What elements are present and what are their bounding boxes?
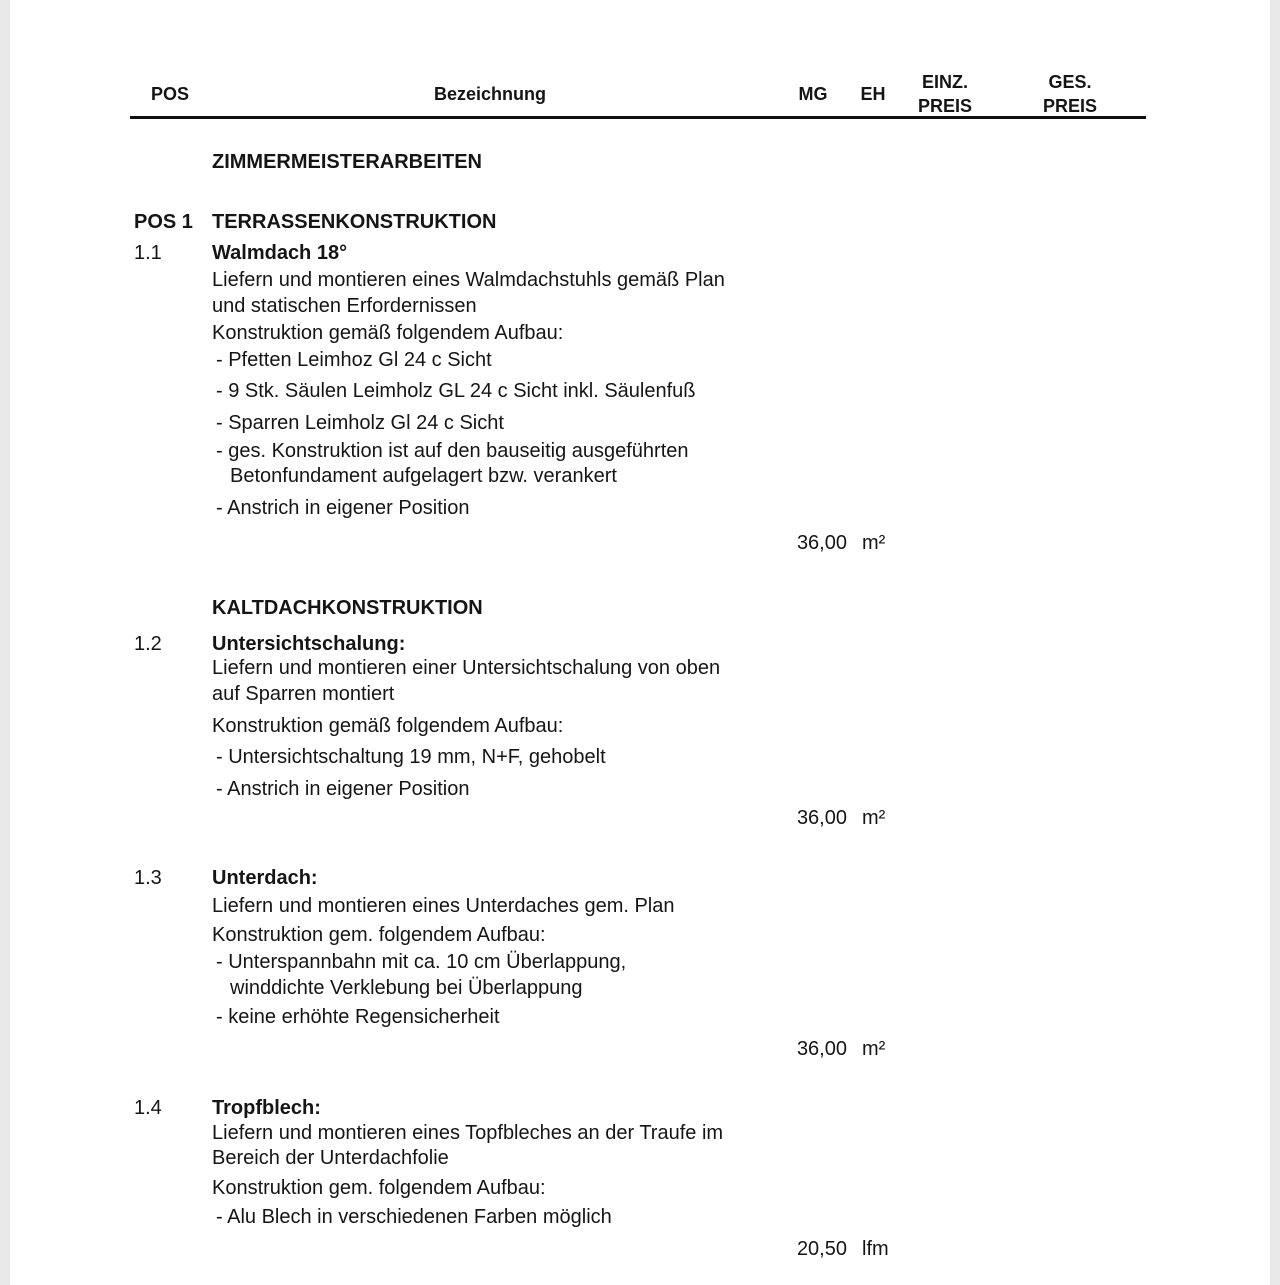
item-text-line: Liefern und montieren einer Untersichtschalung von oben xyxy=(212,657,721,679)
header-rule xyxy=(130,116,1146,119)
item-bullet-line: - Sparren Leimholz Gl 24 c Sicht xyxy=(216,412,504,434)
item-bullet-line: - Anstrich in eigener Position xyxy=(216,778,470,800)
header-eh: EH xyxy=(860,84,886,104)
item-text-line: Konstruktion gem. folgendem Aufbau: xyxy=(212,924,546,946)
item-bullet-line: - Untersichtschaltung 19 mm, N+F, gehobelt xyxy=(216,746,606,768)
item-unit: m² xyxy=(862,532,886,554)
item-text-line: Konstruktion gemäß folgendem Aufbau: xyxy=(212,715,564,737)
header-ges-line2: PREIS xyxy=(1042,96,1098,116)
document-page xyxy=(10,0,1270,1285)
item-bullet-line: - Alu Blech in verschiedenen Farben möglich xyxy=(216,1206,612,1228)
item-text-line: Liefern und montieren eines Unterdaches gem. Plan xyxy=(212,895,675,917)
item-quantity: 36,00 xyxy=(796,1038,847,1060)
item-title: Walmdach 18° xyxy=(212,242,348,264)
item-text-line: Liefern und montieren eines Walmdachstuhls gemäß Plan xyxy=(212,269,725,291)
item-text-line: auf Sparren montiert xyxy=(212,683,395,705)
item-text-line: Konstruktion gemäß folgendem Aufbau: xyxy=(212,322,564,344)
item-unit: lfm xyxy=(862,1238,889,1260)
item-quantity: 36,00 xyxy=(796,807,847,829)
header-bezeichnung: Bezeichnung xyxy=(433,84,546,104)
header-einz-line2: PREIS xyxy=(917,96,973,116)
item-number: 1.2 xyxy=(134,633,162,655)
item-number: 1.3 xyxy=(134,867,162,889)
item-title: Unterdach: xyxy=(212,867,318,889)
pos-number: POS 1 xyxy=(134,211,193,233)
item-bullet-line: - Unterspannbahn mit ca. 10 cm Überlappung, xyxy=(216,951,627,973)
header-einz-preis xyxy=(900,70,990,118)
header-mg: MG xyxy=(798,84,828,104)
header-ges-line1: GES. xyxy=(1048,72,1092,92)
section-title-kaltdach: KALTDACHKONSTRUKTION xyxy=(212,597,483,619)
item-unit: m² xyxy=(862,807,886,829)
section-title-zimmermeister: ZIMMERMEISTERARBEITEN xyxy=(212,151,482,173)
item-bullet-line: - ges. Konstruktion ist auf den bauseitig ausgeführten xyxy=(216,440,689,462)
item-number: 1.1 xyxy=(134,242,162,264)
item-quantity: 36,00 xyxy=(796,532,847,554)
item-quantity: 20,50 xyxy=(796,1238,847,1260)
item-bullet-line: - Pfetten Leimhoz Gl 24 c Sicht xyxy=(216,349,492,371)
item-bullet-line: - Anstrich in eigener Position xyxy=(216,497,470,519)
item-bullet-line: - 9 Stk. Säulen Leimholz GL 24 c Sicht inkl. Säulenfuß xyxy=(216,380,696,402)
pos-title: TERRASSENKONSTRUKTION xyxy=(212,211,497,233)
item-unit: m² xyxy=(862,1038,886,1060)
header-pos: POS xyxy=(150,84,189,104)
item-title: Untersichtschalung: xyxy=(212,633,406,655)
item-text-line: Liefern und montieren eines Topfbleches an der Traufe im xyxy=(212,1122,724,1144)
item-title: Tropfblech: xyxy=(212,1097,321,1119)
item-bullet-continuation: Betonfundament aufgelagert bzw. verankert xyxy=(230,465,617,487)
item-text-line: Bereich der Unterdachfolie xyxy=(212,1147,449,1169)
item-bullet-line: - keine erhöhte Regensicherheit xyxy=(216,1006,500,1028)
header-ges-preis xyxy=(1025,70,1115,118)
item-number: 1.4 xyxy=(134,1097,162,1119)
item-text-line: und statischen Erfordernissen xyxy=(212,295,477,317)
item-text-line: Konstruktion gem. folgendem Aufbau: xyxy=(212,1177,546,1199)
header-einz-line1: EINZ. xyxy=(921,72,968,92)
item-bullet-continuation: winddichte Verklebung bei Überlappung xyxy=(230,977,583,999)
